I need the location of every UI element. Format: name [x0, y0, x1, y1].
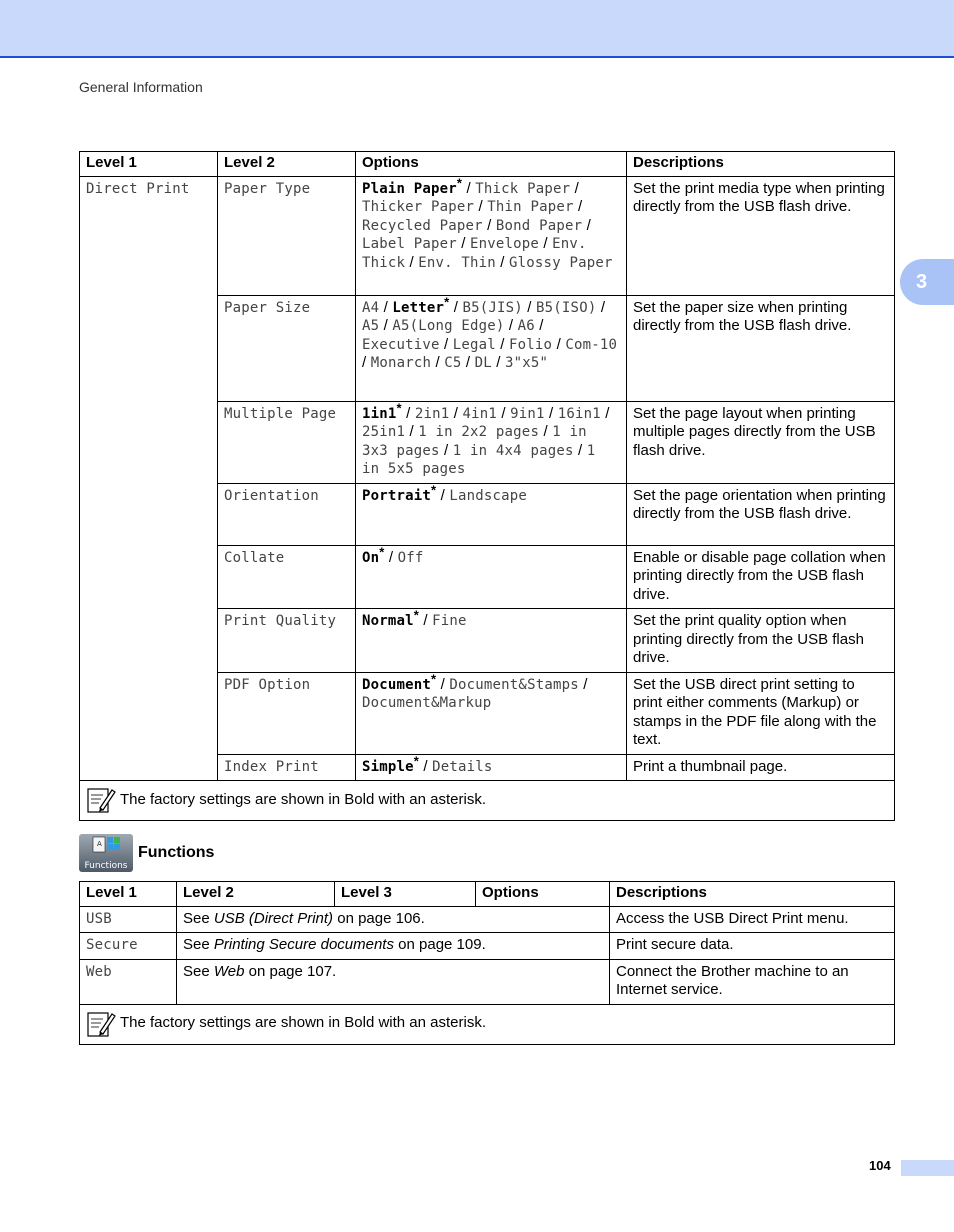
description-cell: Set the print quality option when printing directly from the USB flash drive. [627, 609, 895, 673]
option-separator: / [491, 354, 506, 371]
option: Folio [509, 336, 553, 353]
note-row [80, 781, 895, 821]
option-separator: / [362, 354, 371, 371]
option: Recycled Paper [362, 217, 483, 234]
table-header-row [80, 152, 895, 177]
option: 4in1 [462, 405, 498, 422]
header-band [0, 0, 954, 58]
level2-cell: Index Print [218, 754, 356, 781]
option-separator: / [573, 198, 583, 215]
see-text: See [183, 962, 210, 980]
options-cell [356, 545, 627, 609]
level1-cell: Web [80, 959, 177, 1004]
cross-reference-link[interactable]: Printing Secure documents [213, 936, 394, 953]
see-text: See [183, 936, 210, 953]
option: Env. Thin [418, 254, 496, 271]
see-text: See [183, 909, 210, 927]
table-row [80, 933, 895, 960]
note-row [80, 1004, 895, 1044]
option: Monarch [370, 355, 432, 371]
option-separator: / [573, 441, 587, 459]
options-cell [356, 609, 627, 673]
option-separator: / [405, 253, 419, 271]
option: A4 [362, 299, 380, 316]
option: Executive [362, 336, 440, 353]
default-option: Portrait [362, 487, 432, 504]
option: Label Paper [362, 236, 457, 252]
option-separator: / [596, 298, 606, 316]
level1-cell: Direct Print [80, 176, 218, 781]
functions-heading [79, 834, 214, 872]
default-asterisk: * [456, 174, 463, 190]
option: B5(JIS) [462, 299, 523, 316]
direct-print-settings-table [79, 151, 895, 821]
description-cell: Set the page orientation when printing directly from the USB flash drive. [627, 483, 895, 545]
description-cell: Set the page layout when printing multiple pages directly from the USB flash drive. [627, 401, 895, 483]
option: Thicker Paper [362, 199, 475, 215]
option-separator: / [449, 298, 463, 316]
option-separator: / [539, 423, 553, 440]
option-separator: / [482, 216, 496, 234]
cross-reference-link[interactable]: Web [213, 962, 245, 980]
option-separator: / [552, 335, 566, 353]
level2-cell: Orientation [218, 483, 356, 545]
option: Envelope [470, 236, 540, 252]
option-separator: / [439, 335, 453, 353]
option: Thick Paper [475, 180, 571, 197]
default-asterisk: * [413, 607, 420, 623]
option: 2in1 [414, 405, 450, 422]
option-separator: / [600, 404, 610, 422]
column-header-level2: Level 2 [218, 152, 356, 177]
option: Off [397, 549, 424, 566]
table-row [80, 176, 895, 295]
page-reference: on page 106. [337, 909, 425, 927]
option: 25in1 [362, 424, 406, 440]
level2-cell: Print Quality [218, 609, 356, 673]
column-header-descriptions: Descriptions [610, 882, 895, 907]
option: Fine [432, 613, 467, 629]
default-option: Letter [392, 299, 445, 316]
option: 1 in 4x4 pages [452, 442, 574, 459]
column-header-level1: Level 1 [80, 152, 218, 177]
page-reference: on page 109. [398, 936, 486, 953]
option-separator: / [401, 404, 415, 422]
level1-cell: Secure [80, 933, 177, 960]
option: Legal [452, 336, 496, 353]
default-option: Normal [362, 613, 414, 629]
chapter-tab[interactable]: 3 [900, 259, 954, 305]
default-option: Simple [362, 758, 414, 775]
option-separator: / [439, 441, 453, 459]
level2-cell: Multiple Page [218, 401, 356, 483]
default-asterisk: * [413, 752, 420, 768]
option: A5(Long Edge) [392, 318, 505, 334]
option: 1 in 3x3 pages [362, 424, 587, 459]
description-cell: Set the print media type when printing directly from the USB flash drive. [627, 176, 895, 295]
note-text: The factory settings are shown in Bold with an asterisk. [120, 1014, 487, 1032]
options-cell [356, 672, 627, 754]
option-separator: / [449, 404, 463, 422]
table-body [80, 176, 895, 821]
column-header-level1: Level 1 [80, 882, 177, 907]
default-option: On [362, 549, 380, 566]
section-label: General Information [79, 79, 203, 95]
option-separator: / [495, 335, 510, 353]
option: A6 [517, 318, 535, 334]
level2-cell: Paper Size [218, 295, 356, 401]
option-separator: / [436, 486, 450, 504]
note-pencil-icon [86, 786, 116, 814]
option-separator: / [544, 404, 558, 422]
option-separator: / [405, 423, 419, 440]
default-option: 1in1 [362, 405, 397, 422]
note-cell [80, 1004, 895, 1044]
note-pencil-icon [86, 1010, 116, 1038]
option: Thin Paper [487, 199, 574, 215]
functions-title: Functions [138, 844, 215, 861]
option: 3"x5" [505, 355, 549, 371]
options-cell [356, 176, 627, 295]
option: Landscape [449, 487, 528, 504]
table-row [80, 959, 895, 1004]
option-separator: / [474, 198, 488, 215]
option: C5 [444, 355, 462, 371]
option: 16in1 [557, 405, 601, 422]
level2-cell: Collate [218, 545, 356, 609]
option-separator: / [534, 317, 544, 334]
column-header-level3: Level 3 [335, 882, 476, 907]
option-separator: / [431, 354, 445, 371]
options-cell [356, 754, 627, 781]
description-cell: Set the USB direct print setting to print either comments (Markup) or stamps in the PDF file along with the text. [627, 672, 895, 754]
default-option: Plain Paper [362, 180, 457, 197]
option-separator: / [495, 253, 510, 271]
default-asterisk: * [396, 399, 402, 415]
option: Document&Markup [362, 695, 492, 711]
options-cell [356, 401, 627, 483]
svg-text:A: A [97, 840, 102, 848]
option-separator: / [462, 179, 476, 197]
option: 1 in 2x2 pages [418, 424, 540, 440]
cross-reference-link[interactable]: USB (Direct Print) [213, 909, 334, 927]
option: Glossy Paper [509, 254, 613, 271]
option: Env. Thick [362, 236, 587, 271]
option-separator: / [570, 179, 579, 197]
default-asterisk: * [431, 481, 437, 497]
option: DL [474, 355, 492, 371]
option-separator: / [384, 548, 398, 566]
option: A5 [362, 318, 380, 334]
option-separator: / [379, 298, 393, 316]
option-separator: / [419, 612, 433, 629]
option: Com-10 [565, 336, 618, 353]
note-cell [80, 781, 895, 821]
description-cell: Print secure data. [610, 933, 895, 960]
default-asterisk: * [431, 670, 437, 686]
page-tab [901, 1160, 954, 1176]
option: 9in1 [510, 405, 545, 422]
option-separator: / [582, 216, 591, 234]
option-separator: / [504, 317, 518, 334]
column-header-options: Options [476, 882, 610, 907]
option-separator: / [497, 404, 511, 422]
see-reference-cell [177, 933, 610, 960]
default-asterisk: * [379, 543, 385, 559]
description-cell: Enable or disable page collation when printing directly from the USB flash drive. [627, 545, 895, 609]
default-asterisk: * [444, 293, 450, 309]
table-row [80, 906, 895, 933]
description-cell: Set the paper size when printing directly from the USB flash drive. [627, 295, 895, 401]
option-separator: / [539, 235, 553, 252]
column-header-options: Options [356, 152, 627, 177]
options-cell [356, 483, 627, 545]
level1-cell: USB [80, 906, 177, 933]
description-cell: Access the USB Direct Print menu. [610, 906, 895, 933]
page-reference: on page 107. [248, 962, 337, 980]
option: Bond Paper [495, 217, 583, 234]
see-reference-cell [177, 959, 610, 1004]
options-cell [356, 295, 627, 401]
description-cell: Connect the Brother machine to an Internet service. [610, 959, 895, 1004]
option: B5(ISO) [536, 299, 597, 316]
option-separator: / [578, 675, 588, 693]
functions-table [79, 881, 895, 1045]
page-number: 104 [869, 1158, 891, 1173]
default-option: Document [362, 676, 432, 693]
option: Details [432, 758, 493, 775]
option-separator: / [379, 317, 393, 334]
column-header-descriptions: Descriptions [627, 152, 895, 177]
option: 1 in 5x5 pages [362, 442, 596, 477]
functions-icon-label: Functions [84, 861, 128, 871]
option-separator: / [522, 298, 537, 316]
column-header-level2: Level 2 [177, 882, 335, 907]
description-cell: Print a thumbnail page. [627, 754, 895, 781]
option: Document&Stamps [449, 676, 579, 693]
functions-icon [79, 834, 133, 872]
option-separator: / [419, 757, 433, 775]
note-text: The factory settings are shown in Bold with an asterisk. [120, 790, 487, 808]
level2-cell: Paper Type [218, 176, 356, 295]
option-separator: / [461, 354, 475, 371]
table-header-row [80, 882, 895, 907]
see-reference-cell [177, 906, 610, 933]
option-separator: / [456, 235, 471, 252]
level2-cell: PDF Option [218, 672, 356, 754]
option-separator: / [436, 675, 450, 693]
